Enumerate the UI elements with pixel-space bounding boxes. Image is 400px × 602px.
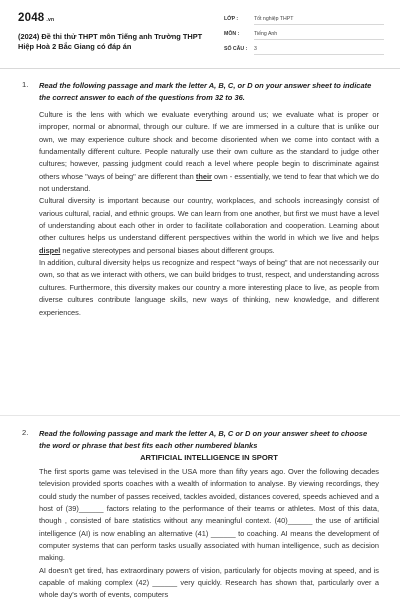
underlined-word: dispel (39, 245, 61, 255)
passage-paragraph: In addition, cultural diversity helps us recognize and respect "ways of being" that are not necessarily our own, so that as we interact with others, we can build bridges to trust, respect, and understanding across cultures. Furthermore, this diversity makes our country a more interesting place to live, as people from diverse cultures contribute language skills, new ways of thinking, new knowledge, and different experiences. (39, 258, 379, 317)
header-divider (0, 68, 400, 69)
question-instruction: Read the following passage and mark the letter A, B, C or D on your answer sheet to choose the word or phrase that best fits each other numbered blanks (39, 429, 368, 451)
passage-paragraph: Cultural diversity is important because our country, workplaces, and schools increasingly consist of various cultural, racial, and ethnic groups. We can learn from one another, but first we must have a level of understanding about each other in order to facilitate collaboration and cooperation. Learning about other cultures helps us understand different perspectives within the world in which we live and helps dispel negative stereotypes and personal biases about different groups. (39, 196, 379, 255)
question-instruction: Read the following passage and mark the letter A, B, C, or D on your answer sheet to indicate the correct answer to each of the questions from 32 to 36. (39, 81, 372, 103)
question-separator (0, 415, 400, 416)
class-label: LỚP : (224, 16, 239, 22)
question-count-value: 3 (254, 46, 384, 55)
question-count-label: SỐ CÂU : (224, 46, 248, 52)
class-value: Tốt nghiệp THPT (254, 16, 384, 25)
question-number: 1. (22, 80, 29, 89)
subject-value: Tiếng Anh (254, 31, 384, 40)
cloze-passage (39, 466, 379, 602)
reading-passage (39, 109, 379, 319)
passage-paragraph: The first sports game was televised in the USA more than fifty years ago. Over the following decades television provided sports coaches with a wealth of information to analyse. By viewing recordings, they could study the number of passes received, tackles avoided, distances covered, speeds achieved and a host of (39)______ factors relating to the performance of their teams or athletes. Most of this data, though , consisted of bare statistics without any meaningful context. (40)______ the use of artificial intelligence (AI) is now enabling an alternative (41) ______ to coaching. AI means the development of computer systems that can perform tasks usually associated with human intelligence, such as decision making. (39, 467, 379, 563)
site-logo[interactable]: 2048 .vn (18, 12, 55, 24)
passage-paragraph: AI doesn't get tired, has extraordinary powers of vision, particularly for objects moving at speed, and is capable of making complex (42) ______ very quickly. Research has shown that, particularly over a whole day's worth of events, computers (39, 565, 379, 600)
question-number: 2. (22, 428, 29, 437)
subject-label: MÔN : (224, 31, 240, 37)
passage-paragraph: Culture is the lens with which we evaluate everything around us; we evaluate what is proper or improper, normal or abnormal, through our culture. If we are immersed in a culture that is unlike our own, we may experience culture shock and become disoriented when we come into contact with a fundamentally different culture. People naturally use their own culture as the standard to judge other cultures; however, passing judgment could reach a level where people begin to discriminate against others whose "ways of being" are different than their own - essentially, we tend to fear that which we do not understand. (39, 110, 379, 194)
article-title: ARTIFICIAL INTELLIGENCE IN SPORT (140, 453, 278, 462)
page-header (0, 0, 400, 64)
exam-title: (2024) Đề thi thử THPT môn Tiếng anh Trường THPT Hiệp Hoà 2 Bắc Giang có đáp án (18, 32, 203, 51)
underlined-word: their (195, 171, 212, 181)
